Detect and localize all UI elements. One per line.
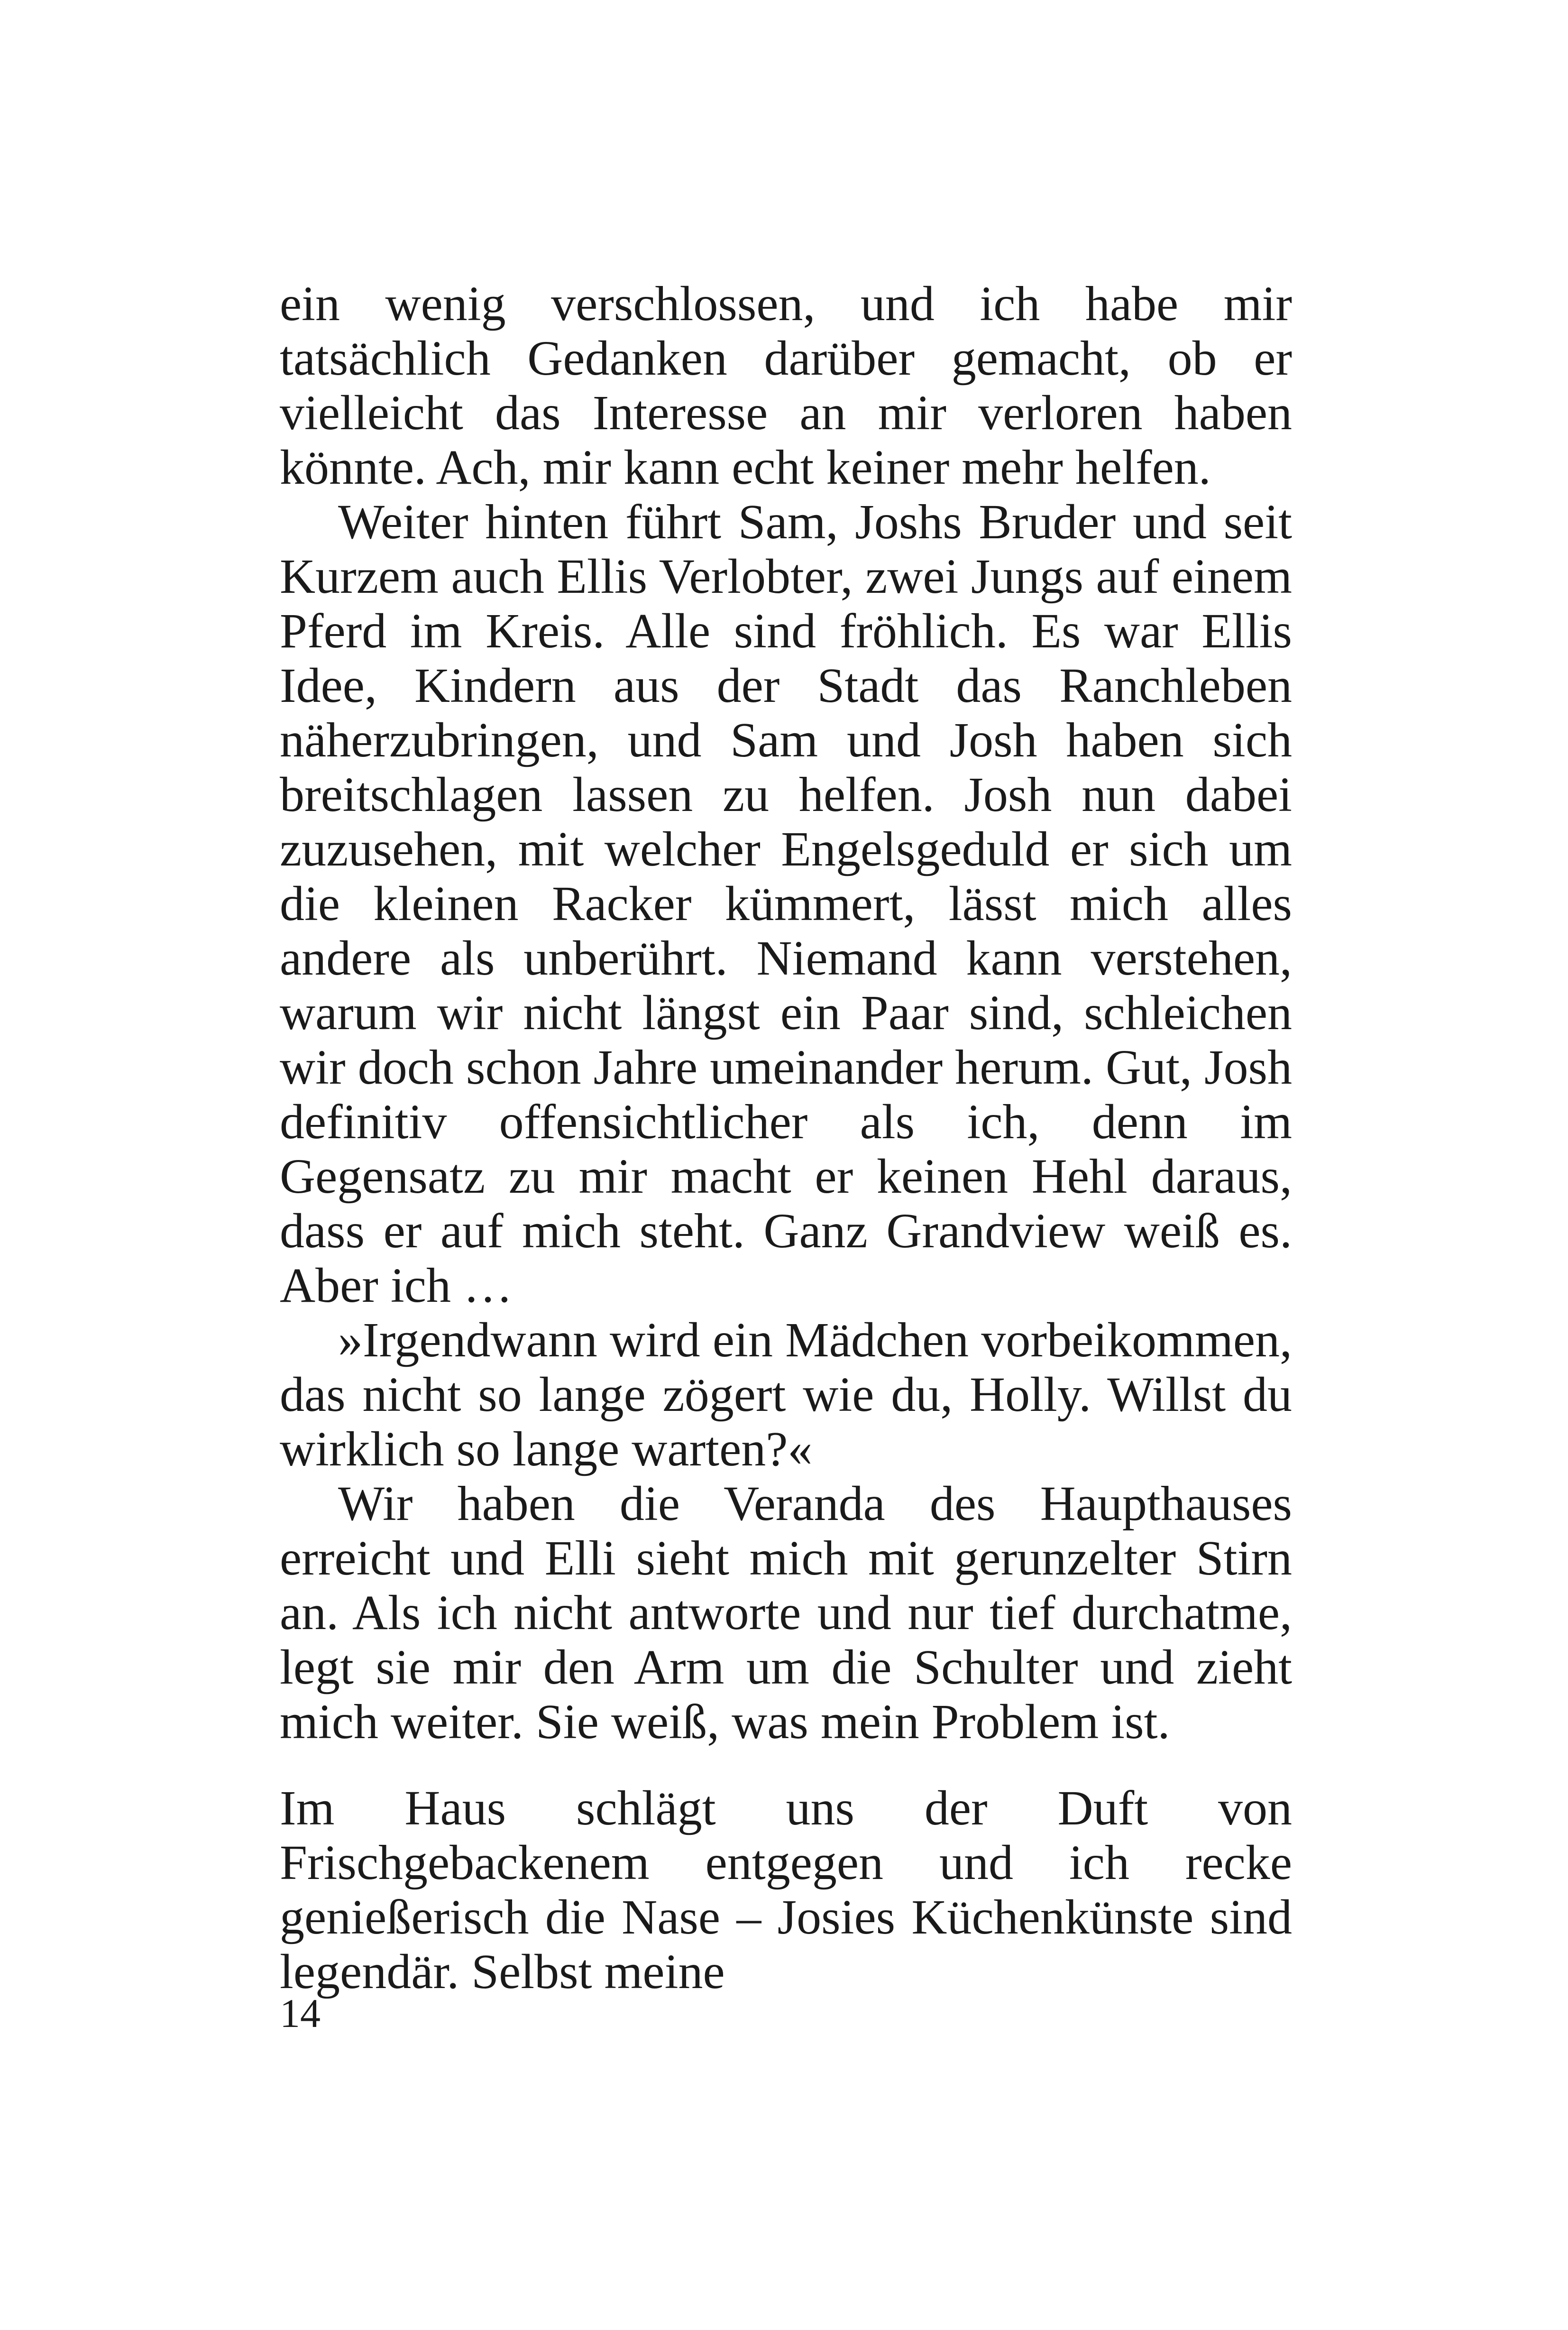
page-number: 14: [280, 1990, 321, 2036]
paragraph-4: Wir haben die Veranda des Haupthauses erreicht und Elli sieht mich mit gerunzelter Stirn an. Als ich nicht antworte und nur tief durchatme, legt sie mir den Arm um die Schulter und zieht mich weiter. Sie weiß, was mein Problem ist.: [280, 1476, 1292, 1749]
paragraph-2: Weiter hinten führt Sam, Joshs Bruder und seit Kurzem auch Ellis Verlobter, zwei Jungs auf einem Pferd im Kreis. Alle sind fröhlich. Es war Ellis Idee, Kindern aus der Stadt das Ranchleben näherzubringen, und Sam und Josh haben sich breitschlagen lassen zu helfen. Josh nun dabei zuzusehen, mit welcher Engelsgeduld er sich um die kleinen Racker kümmert, lässt mich alles andere als unberührt. Niemand kann verstehen, warum wir nicht längst ein Paar sind, schleichen wir doch schon Jahre umeinander herum. Gut, Josh definitiv offensichtlicher als ich, denn im Gegensatz zu mir macht er keinen Hehl daraus, dass er auf mich steht. Ganz Grandview weiß es. Aber ich …: [280, 495, 1292, 1313]
paragraph-3: »Irgendwann wird ein Mädchen vorbeikommen, das nicht so lange zögert wie du, Holly. Willst du wirklich so lange warten?«: [280, 1313, 1292, 1476]
body-text-lower: [280, 1781, 1292, 1999]
paragraph-5: Im Haus schlägt uns der Duft von Frischgebackenem entgegen und ich recke genießerisch die Nase – Josies Küchenkünste sind legendär. Selbst meine: [280, 1781, 1292, 1999]
body-text-upper: [280, 276, 1292, 1749]
paragraph-1: ein wenig verschlossen, und ich habe mir tatsächlich Gedanken darüber gemacht, ob er vielleicht das Interesse an mir verloren haben könnte. Ach, mir kann echt keiner mehr helfen.: [280, 276, 1292, 495]
